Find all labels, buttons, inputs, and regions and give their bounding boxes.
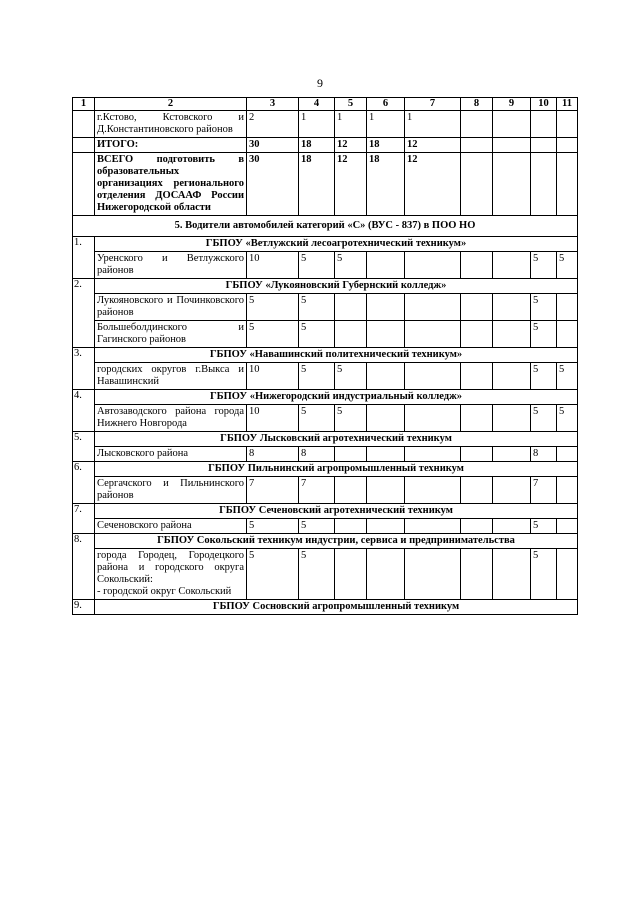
value-cell [557,111,578,138]
institution-number: 7. [73,504,95,534]
value-cell [531,111,557,138]
institution-number: 8. [73,534,95,600]
value-cell: 5 [531,321,557,348]
value-cell: 5 [299,549,335,600]
value-cell [335,447,367,462]
value-cell: 5 [531,519,557,534]
institution-title: ГБПОУ «Навашинский политехнический техникум» [95,348,578,363]
value-cell [367,549,405,600]
value-cell [461,111,493,138]
value-cell: 5 [299,321,335,348]
header-cell: 3 [247,98,299,111]
header-cell: 10 [531,98,557,111]
value-cell: 30 [247,138,299,153]
value-cell: 1 [299,111,335,138]
institution-number: 6. [73,462,95,504]
value-cell [367,519,405,534]
value-cell [367,321,405,348]
value-cell: 12 [335,153,367,216]
training-plan-table [72,97,578,615]
value-cell [335,294,367,321]
value-cell: 18 [299,153,335,216]
header-cell: 2 [95,98,247,111]
value-cell [405,549,461,600]
value-cell: 5 [335,405,367,432]
value-cell: 5 [531,363,557,390]
institution-title: ГБПОУ Сеченовский агротехнический техникум [95,504,578,519]
value-cell [405,405,461,432]
value-cell: 10 [247,363,299,390]
value-cell: 5 [299,405,335,432]
value-cell [557,519,578,534]
value-cell [557,321,578,348]
value-cell: 5 [531,252,557,279]
institution-row [73,504,578,519]
value-cell [461,519,493,534]
value-cell [335,549,367,600]
table-row [73,363,578,390]
value-cell [493,363,531,390]
value-cell: 5 [299,519,335,534]
header-cell: 4 [299,98,335,111]
header-cell: 5 [335,98,367,111]
value-cell [405,252,461,279]
institution-title: ГБПОУ «Лукояновский Губернский колледж» [95,279,578,294]
row-name-cell: Автозаводского района города Нижнего Новгорода [95,405,247,432]
row-name-cell: Уренского и Ветлужского районов [95,252,247,279]
value-cell: 1 [335,111,367,138]
institution-row [73,462,578,477]
table-row [73,549,578,600]
value-cell: 5 [557,405,578,432]
page-number: 9 [317,76,323,90]
value-cell: 5 [531,294,557,321]
header-cell: 11 [557,98,578,111]
value-cell [367,252,405,279]
institution-number: 5. [73,432,95,462]
value-cell: 5 [247,519,299,534]
value-cell [493,294,531,321]
value-cell [367,294,405,321]
value-cell: 12 [405,153,461,216]
value-cell [531,153,557,216]
institution-row [73,390,578,405]
value-cell: 18 [367,153,405,216]
value-cell [335,519,367,534]
value-cell [461,405,493,432]
value-cell [461,294,493,321]
table-row [73,138,578,153]
row-name-cell: города Городец, Городецкого района и городского округа Сокольский: - городской округ Сокольский [95,549,247,600]
value-cell: 5 [247,321,299,348]
value-cell: 1 [405,111,461,138]
table-row [73,447,578,462]
value-cell: 12 [405,138,461,153]
institution-title: ГБПОУ «Нижегородский индустриальный колледж» [95,390,578,405]
value-cell [461,363,493,390]
value-cell: 18 [299,138,335,153]
value-cell [493,252,531,279]
institution-row [73,279,578,294]
value-cell [557,153,578,216]
section-title: 5. Водители автомобилей категорий «С» (ВУС - 837) в ПОО НО [73,216,578,237]
institution-title: ГБПОУ Пильнинский агропромышленный техникум [95,462,578,477]
value-cell [557,549,578,600]
value-cell: 18 [367,138,405,153]
value-cell [367,447,405,462]
value-cell: 30 [247,153,299,216]
row-number-cell [73,111,95,138]
row-name-cell: Сергачского и Пильнинского районов [95,477,247,504]
value-cell [405,447,461,462]
value-cell [493,447,531,462]
value-cell [367,363,405,390]
header-cell: 6 [367,98,405,111]
value-cell: 5 [557,363,578,390]
value-cell [493,405,531,432]
institution-number: 2. [73,279,95,348]
value-cell [461,153,493,216]
institution-title: ГБПОУ «Ветлужский лесоагротехнический техникум» [95,237,578,252]
table-row [73,153,578,216]
header-cell: 8 [461,98,493,111]
table-row [73,519,578,534]
row-name-cell: Сеченовского района [95,519,247,534]
table-row [73,294,578,321]
row-name-cell: Большеболдинского и Гагинского районов [95,321,247,348]
table-row [73,477,578,504]
value-cell [461,321,493,348]
table-row [73,321,578,348]
header-cell: 7 [405,98,461,111]
value-cell: 8 [299,447,335,462]
value-cell [531,138,557,153]
value-cell: 5 [299,363,335,390]
value-cell: 10 [247,252,299,279]
value-cell: 5 [335,363,367,390]
value-cell [335,477,367,504]
value-cell: 5 [247,549,299,600]
institution-row [73,237,578,252]
value-cell [405,477,461,504]
value-cell: 8 [247,447,299,462]
institution-title: ГБПОУ Сосновский агропромышленный техникум [95,600,578,615]
value-cell: 7 [299,477,335,504]
institution-title: ГБПОУ Лысковский агротехнический техникум [95,432,578,447]
value-cell [461,252,493,279]
value-cell [493,153,531,216]
institution-row [73,432,578,447]
value-cell [493,111,531,138]
institution-number: 1. [73,237,95,279]
value-cell [405,519,461,534]
value-cell [557,477,578,504]
value-cell [405,321,461,348]
value-cell [367,477,405,504]
value-cell [367,405,405,432]
value-cell: 10 [247,405,299,432]
value-cell [493,321,531,348]
value-cell [461,138,493,153]
value-cell: 1 [367,111,405,138]
row-name-cell: Лукояновского и Починковского районов [95,294,247,321]
header-row [73,98,578,111]
institution-number: 9. [73,600,95,615]
value-cell: 5 [335,252,367,279]
value-cell [461,549,493,600]
row-name-cell: ИТОГО: [95,138,247,153]
value-cell [557,447,578,462]
value-cell: 5 [531,549,557,600]
table-row [73,405,578,432]
value-cell: 5 [557,252,578,279]
row-number-cell [73,138,95,153]
value-cell: 8 [531,447,557,462]
value-cell: 2 [247,111,299,138]
institution-row [73,600,578,615]
row-number-cell [73,153,95,216]
institution-title: ГБПОУ Сокольский техникум индустрии, сервиса и предпринимательства [95,534,578,549]
value-cell [405,294,461,321]
header-cell: 1 [73,98,95,111]
row-name-cell: Лысковского района [95,447,247,462]
value-cell [405,363,461,390]
institution-row [73,348,578,363]
institution-number: 3. [73,348,95,390]
value-cell: 12 [335,138,367,153]
value-cell [557,138,578,153]
value-cell [493,519,531,534]
table-row [73,111,578,138]
row-name-cell: ВСЕГО подготовить в образовательных организациях регионального отделения ДОСААФ России Нижегородской области [95,153,247,216]
institution-number: 4. [73,390,95,432]
value-cell [461,447,493,462]
value-cell [557,294,578,321]
value-cell: 5 [247,294,299,321]
institution-row [73,534,578,549]
value-cell: 5 [531,405,557,432]
value-cell [493,549,531,600]
value-cell [493,138,531,153]
value-cell [461,477,493,504]
table-row [73,252,578,279]
value-cell: 7 [247,477,299,504]
value-cell: 5 [299,252,335,279]
value-cell [493,477,531,504]
row-name-cell: городских округов г.Выкса и Навашинский [95,363,247,390]
header-cell: 9 [493,98,531,111]
row-name-cell: г.Кстово, Кстовского и Д.Константиновского районов [95,111,247,138]
value-cell [335,321,367,348]
section-row [73,216,578,237]
value-cell: 5 [299,294,335,321]
value-cell: 7 [531,477,557,504]
